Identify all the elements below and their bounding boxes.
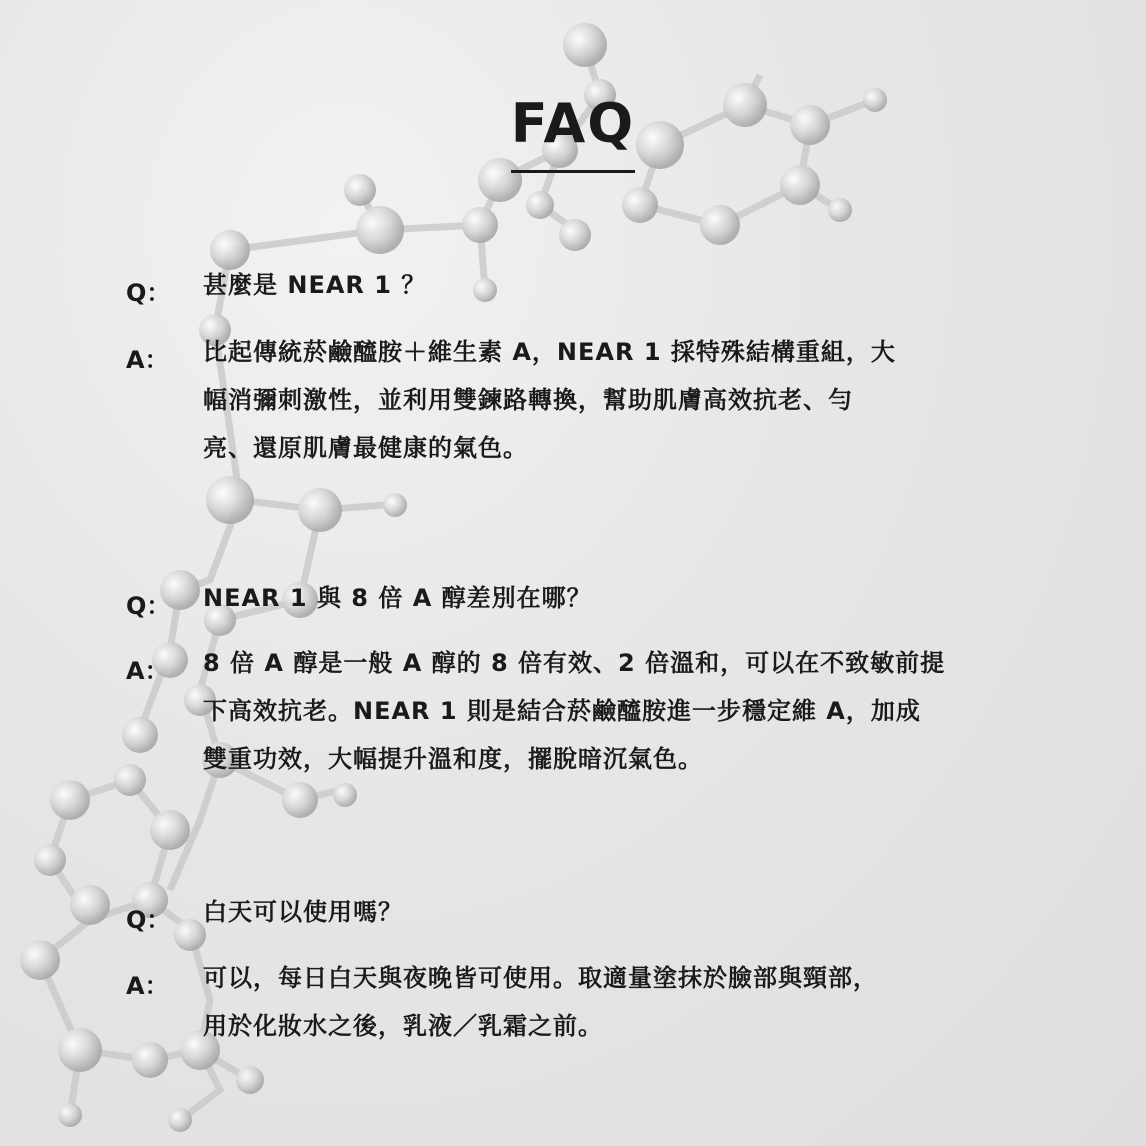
question-label: Q： — [126, 279, 171, 307]
question-text: NEAR 1 與 8 倍 A 醇差別在哪？ — [203, 584, 592, 612]
title-underline — [511, 170, 635, 173]
question-text: 白天可以使用嗎？ — [203, 898, 403, 926]
question-label: Q： — [126, 906, 171, 934]
answer-label: A： — [126, 346, 169, 374]
answer-text: 可以，每日白天與夜晚皆可使用。取適量塗抹於臉部與頸部， 用於化妝水之後，乳液／乳霜之前。 — [203, 964, 878, 1040]
question-label: Q： — [126, 592, 171, 620]
question-text: 甚麼是 NEAR 1 ？ — [203, 271, 427, 299]
answer-text: 比起傳統菸鹼醯胺＋維生素 A，NEAR 1 採特殊結構重組，大 幅消彌刺激性，並利用雙鍊路轉換，幫助肌膚高效抗老、勻 亮、還原肌膚最健康的氣色。 — [203, 338, 896, 462]
page-title: FAQ — [510, 92, 636, 155]
answer-label: A： — [126, 657, 169, 685]
answer-text: 8 倍 A 醇是一般 A 醇的 8 倍有效、2 倍溫和，可以在不致敏前提 下高效抗老。NEAR 1 則是結合菸鹼醯胺進一步穩定維 A，加成 雙重功效，大幅提升溫和度，擺脫暗沉氣色。 — [203, 649, 946, 773]
answer-label: A： — [126, 972, 169, 1000]
